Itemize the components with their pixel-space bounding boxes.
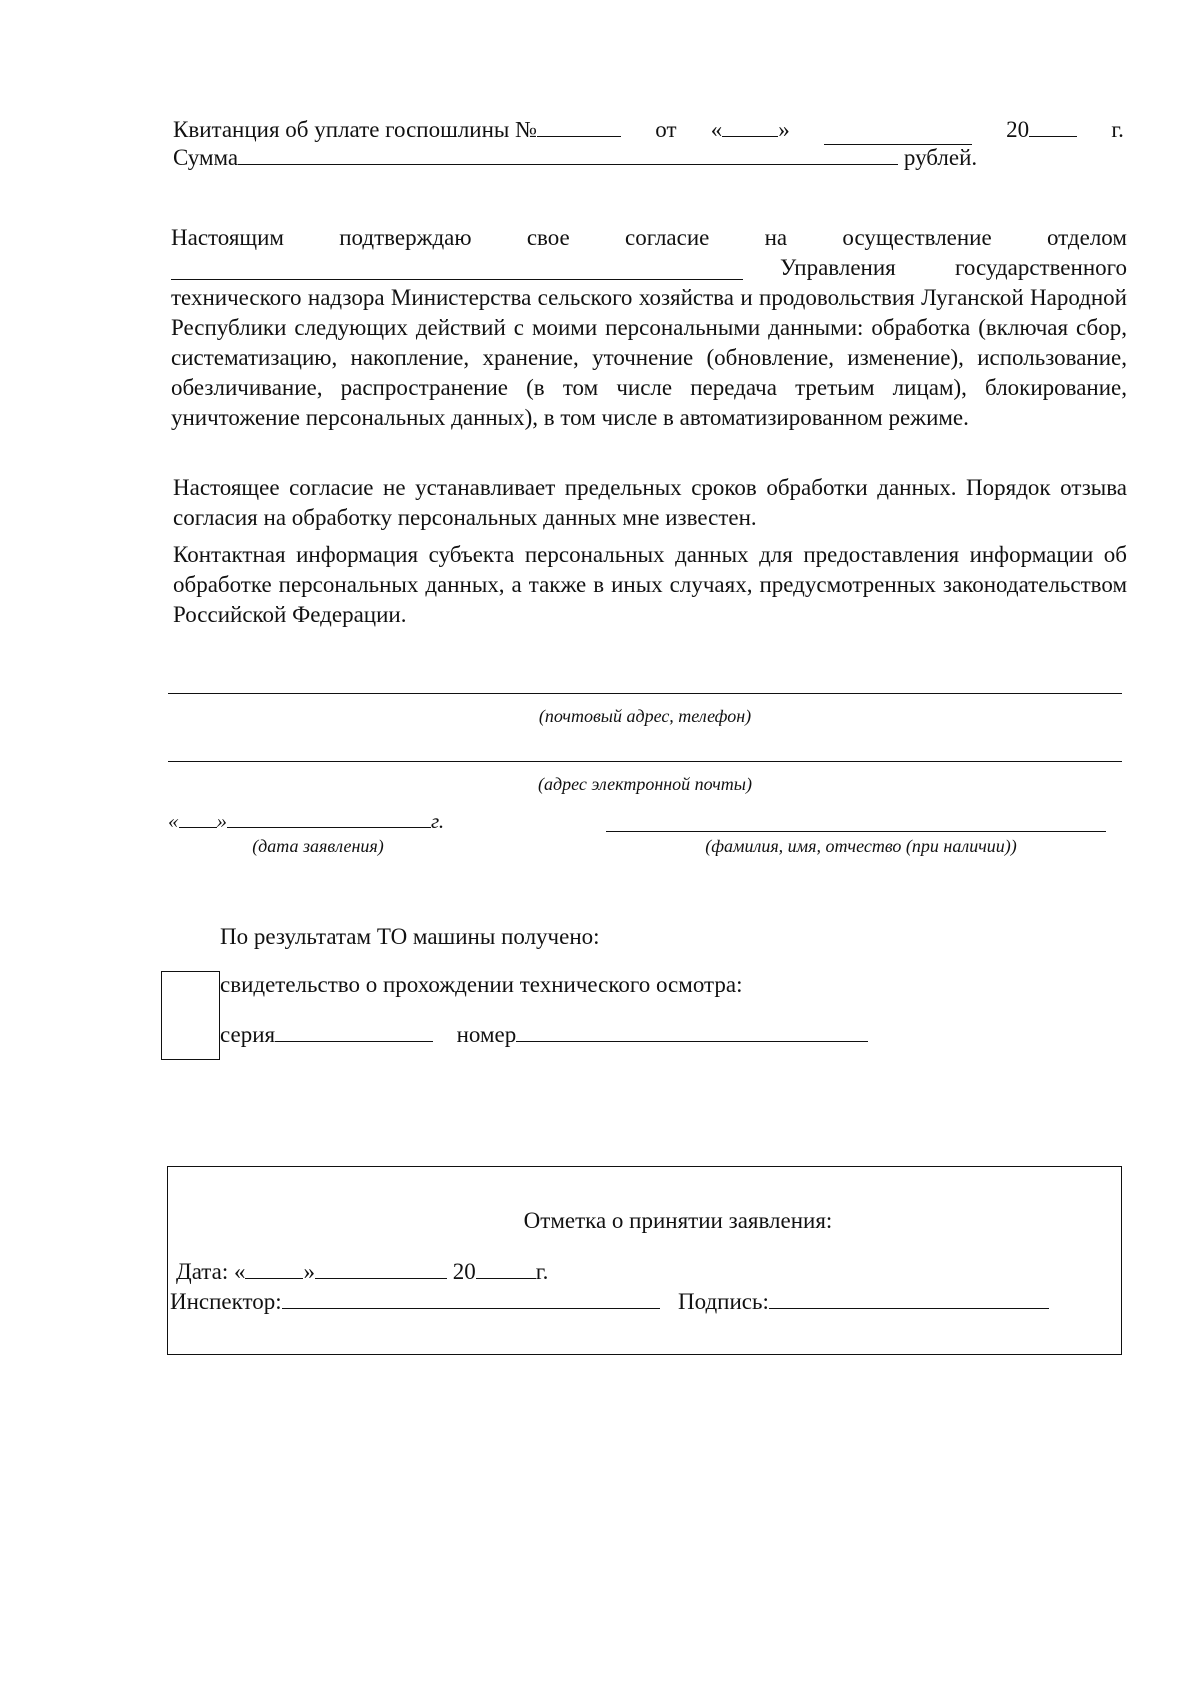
acceptance-month-field[interactable] <box>315 1256 447 1279</box>
consent-line-1: Настоящим подтверждаю свое согласие на осуществление отделом <box>171 225 1127 250</box>
receipt-year: 20 <box>1006 114 1077 145</box>
certificate-checkbox[interactable] <box>161 971 220 1060</box>
acceptance-year-field[interactable] <box>476 1256 536 1279</box>
receipt-day-field[interactable] <box>722 114 778 137</box>
consent-paragraph-2: Настоящее согласие не устанавливает предельных сроков обработки данных. Порядок отзыва согласия на обработку персональных данных мне известен. <box>173 475 1127 530</box>
acceptance-date-line: Дата: « » 20 г. <box>176 1256 548 1287</box>
acceptance-day-field[interactable] <box>245 1256 303 1279</box>
acceptance-title: Отметка о принятии заявления: <box>523 1208 833 1233</box>
signature-field[interactable] <box>769 1286 1049 1309</box>
sum-line: Сумма рублей. <box>173 142 977 173</box>
postal-address-field[interactable] <box>168 693 1122 694</box>
receipt-from: от <box>655 117 677 142</box>
application-day-field[interactable] <box>179 809 217 828</box>
fio-field[interactable] <box>606 831 1106 832</box>
consent-paragraph-3: Контактная информация субъекта персональных данных для предоставления информации об обработке персональных данных, а также в иных случаях, предусмотренных законодательством Российской Федерации. <box>173 542 1127 627</box>
consent-paragraph-1: технического надзора Министерства сельского хозяйства и продовольствия Луганской Народной Республики следующих действий с моими персональными данными: обработка (включая сбор, систематизацию, накопление, хранение, уточнение (обновление, изменение), использование, обезличивание, распространение (в том числе передача третьим лицам), блокирование, уничтожение персональных данных), в том числе в автоматизированном режиме. <box>171 285 1127 430</box>
application-month-field[interactable] <box>227 809 431 828</box>
certificate-label: свидетельство о прохождении технического осмотра: <box>220 972 743 997</box>
number-field[interactable] <box>516 1019 868 1042</box>
inspector-field[interactable] <box>282 1286 660 1309</box>
receipt-year-suffix: г. <box>1111 117 1124 142</box>
department-field[interactable] <box>171 279 743 280</box>
fio-caption: (фамилия, имя, отчество (при наличии)) <box>705 836 1017 856</box>
sum-field[interactable] <box>238 142 898 165</box>
consent-line-2: Управления государственного <box>780 255 1127 280</box>
receipt-day: « » <box>711 114 790 145</box>
receipt-number-field[interactable] <box>537 114 621 137</box>
receipt-label: Квитанция об уплате госпошлины № <box>173 114 621 145</box>
receipt-year-field[interactable] <box>1029 114 1077 137</box>
receipt-line <box>173 114 1124 145</box>
series-number-line: серия номер <box>220 1019 868 1050</box>
postal-address-caption: (почтовый адрес, телефон) <box>538 706 752 726</box>
email-caption: (адрес электронной почты) <box>538 774 752 794</box>
signature-line: Подпись: <box>678 1286 1049 1317</box>
series-field[interactable] <box>275 1019 433 1042</box>
application-date: « » г. <box>168 809 445 833</box>
application-date-caption: (дата заявления) <box>252 836 384 856</box>
email-field[interactable] <box>168 761 1122 762</box>
inspector-line: Инспектор: <box>170 1286 660 1317</box>
inspection-heading: По результатам ТО машины получено: <box>220 924 600 949</box>
